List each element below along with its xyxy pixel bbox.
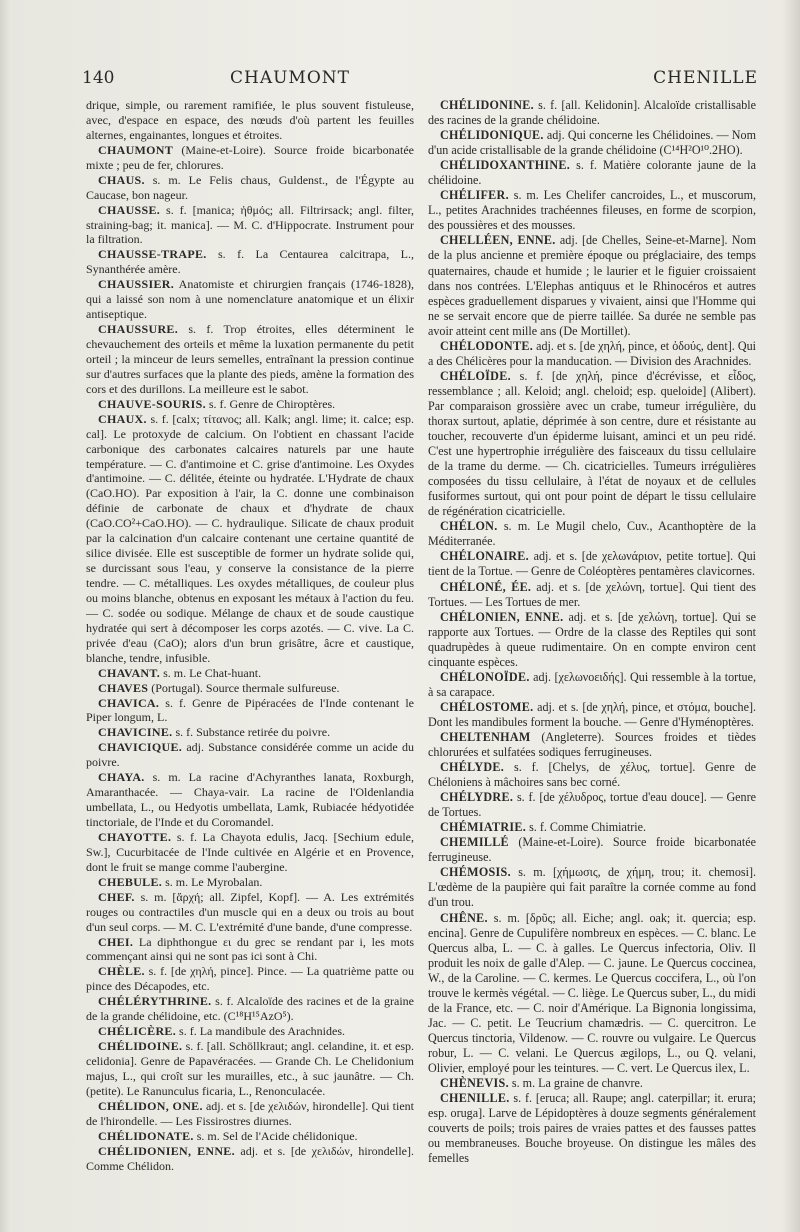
- dictionary-entry: [428, 760, 756, 790]
- dictionary-entry: [428, 519, 756, 549]
- entry-headword: CHAUX.: [98, 411, 147, 426]
- entry-headword: CHÊNE.: [440, 910, 488, 925]
- entry-definition: s. m. Le Chat-huant.: [160, 665, 262, 680]
- entry-headword: CHÉLIDOINE.: [98, 1039, 183, 1054]
- page-number: 140: [82, 68, 115, 88]
- entry-headword: CHÉLONÉ, ÉE.: [440, 579, 532, 594]
- entry-definition: (Portugal). Source thermale sulfureuse.: [148, 680, 340, 695]
- entry-definition: s. f. [de χέλυδρος, tortue d'eau douce]. — Genre de Tortues.: [428, 790, 756, 820]
- dictionary-entry: [428, 820, 756, 835]
- entry-definition: s. m. [δρῦς; all. Eiche; angl. oak; it. quercia; esp. encina]. Genre de Cupulifère nombreux en espèces. — C. blanc. Le Quercus alba, L. — C. à galles. Le Quercus infectoria, Oliv. Il produit les noix de galle d'Alep. — C. jaune. Le Quercus coccinea, W., de la Caroline. — C. kermes. Le Quercus coccifera, L., où l'on trouve le kermès végétal. — C. liège. Le Quercus suber, L., du midi de la France, etc. — C. noir d'Amérique. La Bignonia longissima, Jac. — C. petit. Le Teucrium chamædris. — C. quercitron. Le Quercus tinctoria, Vildenow. — C. rouvre ou vulgaire. Le Quercus robur, L. — C. velani. Le Quercus ægilops, L., ou Q. velani, Olivier, employé pour les teintures. — C. vert. Le Quercus ilex, L.: [428, 910, 756, 1075]
- right-running-head: CHENILLE: [653, 68, 758, 88]
- entry-definition: drique, simple, ou rarement ramifiée, le plus souvent fistuleuse, avec, d'espace en espace, des nœuds d'où partent les feuilles alternes, engainantes, longues et étroites.: [86, 98, 414, 142]
- dictionary-entry: [86, 935, 414, 965]
- entry-definition: s. f. [Chelys, de χέλυς, tortue]. Genre de Chéloniens à mâchoires sans bec corné.: [428, 760, 756, 790]
- entry-headword: CHAUSSE-TRAPE.: [98, 247, 207, 262]
- dictionary-entry: [86, 875, 414, 890]
- entry-headword: CHÈLE.: [98, 964, 145, 979]
- dictionary-entry: [86, 964, 414, 994]
- dictionary-entry: [428, 580, 756, 610]
- entry-definition: s. m. Le Felis chaus, Guldenst., de l'Égypte au Caucase, bon nageur.: [86, 172, 414, 202]
- dictionary-entry: [428, 158, 756, 188]
- entry-definition: adj. et s. [de χελώνη, tortue]. Qui se rapporte aux Tortues. — Ordre de la classe des Reptiles qui sont quadrupèdes à queue rudimentaire. On en compte environ cent cinquante espèces.: [428, 609, 756, 669]
- entry-headword: CHÉLICÈRE.: [98, 1024, 177, 1039]
- entry-definition: s. f. Alcaloïde des racines et de la graine de la grande chélidoine, etc. (C¹⁸H¹⁵AzO⁵).: [86, 994, 414, 1024]
- entry-definition: s. f. [de χηλή, pince d'écrévisse, et εἶδος, ressemblance ; all. Keloid; angl. cheloid; esp. queloide] (Alibert). Par comparaison grossière avec un crabe, tumeur irrégulière, du thorax surtout, aplatie, déprimée à son centre, dure et résistante au toucher, recouverte d'un épiderme luisant, aminci et un peu ridé. C'est une hypertrophie irrégulière des faisceaux du tissu cellulaire de la trame du derme. — Ch. cicatricielles. Tumeurs irrégulières composées du tissu cellulaire, à l'état de noyaux et de cellules fusiformes surtout, qui ont pour point de départ le tissu cellulaire de régénération cicatricielle.: [428, 368, 756, 519]
- dictionary-entry: [86, 1024, 414, 1039]
- entry-definition: s. m. [χήμωσις, de χήμη, trou; it. chemosi]. L'œdème de la paupière qui fait paraître la cornée comme au fond d'un trou.: [428, 865, 756, 910]
- entry-definition: s. m. La racine d'Achyranthes lanata, Roxburgh, Amaranthacée. — Chaya-vair. La racine de l'Oldenlandia umbellata, L., ou Hedyotis umbellata, Lamk, Rubiacée hédyotidée tinctoriale, de l'Inde et du Coromandel.: [86, 770, 414, 829]
- entry-definition: s. f. [eruca; all. Raupe; angl. caterpillar; it. erura; esp. oruga]. Larve de Lépidoptères à douze segments généralement couverts de poils; trois paires de vraies pattes et des fausses pattes ou membraneuses. Bouche broyeuse. On distingue les mâles des femelles: [428, 1091, 756, 1166]
- entry-headword: CHÉLONOÏDE.: [440, 669, 530, 684]
- entry-headword: CHÉLONAIRE.: [440, 549, 529, 564]
- entry-headword: CHÉLON.: [440, 519, 498, 534]
- entry-headword: CHÉMOSIS.: [440, 865, 511, 880]
- entry-definition: La diphthongue ει du grec se rendant par i, les mots commençant ainsi qui ne sont pas ici sont à Chi.: [86, 934, 414, 964]
- entry-headword: CHÉLODONTE.: [440, 338, 534, 353]
- dictionary-entry: [86, 681, 414, 696]
- entry-headword: CHÉLIDONIQUE.: [440, 128, 544, 143]
- dictionary-entry: [86, 247, 414, 277]
- entry-definition: adj. et s. [de χελιδών, hirondelle]. Comme Chélidon.: [86, 1143, 414, 1173]
- entry-headword: CHAUS.: [98, 172, 145, 187]
- entry-definition: s. f. La Centaurea calcitrapa, L., Synanthérée amère.: [86, 247, 414, 277]
- entry-headword: CHAYA.: [98, 770, 145, 785]
- entry-definition: adj. Substance considérée comme un acide du poivre.: [86, 740, 414, 770]
- dictionary-entry: [428, 369, 756, 519]
- entry-definition: adj. et s. [de χελώνη, tortue]. Qui tient des Tortues. — Les Tortues de mer.: [428, 579, 756, 609]
- dictionary-entry: [86, 1039, 414, 1099]
- entry-headword: CHAUSSIER.: [98, 277, 175, 292]
- entry-headword: CHEBULE.: [98, 874, 163, 889]
- dictionary-entry: [428, 188, 756, 233]
- dictionary-entry: [428, 339, 756, 369]
- entry-headword: CHÉLIDONIEN, ENNE.: [98, 1143, 235, 1158]
- entry-definition: adj. [χελωνοειδής]. Qui ressemble à la tortue, à sa carapace.: [428, 669, 756, 699]
- entry-headword: CHENILLE.: [440, 1091, 510, 1106]
- entry-definition: s. f. [manica; ἠθμός; all. Filtrirsack; angl. filter, straining-bag; it. manica]. — M. C. d'Hippocrate. Instrument pour la filtration.: [86, 202, 414, 247]
- dictionary-entry: [86, 173, 414, 203]
- dictionary-entry: [428, 549, 756, 579]
- right-column: [428, 98, 756, 1166]
- entry-headword: CHÉLONIEN, ENNE.: [440, 609, 564, 624]
- dictionary-entry: [86, 725, 414, 740]
- dictionary-entry: [86, 98, 414, 143]
- entry-headword: CHÉLIDONINE.: [440, 98, 534, 112]
- entry-definition: s. f. [all. Kelidonin]. Alcaloïde cristallisable des racines de la grande chélidoine.: [428, 98, 756, 128]
- entry-definition: s. m. [ἄρχή; all. Zipfel, Kopf]. — A. Les extrémités rouges ou contractiles d'un muscle qui en a deux ou trois au bout d'un seul corps. — M. C. L'extrémité d'une bande, d'une compresse.: [86, 889, 414, 934]
- entry-headword: CHAYOTTE.: [98, 829, 172, 844]
- dictionary-entry: [86, 203, 414, 248]
- entry-headword: CHEMILLÉ: [440, 835, 509, 850]
- entry-headword: CHELLÉEN, ENNE.: [440, 233, 556, 248]
- dictionary-entry: [428, 730, 756, 760]
- entry-headword: CHÉLIDON, ONE.: [98, 1098, 203, 1113]
- entry-headword: CHÈNEVIS.: [440, 1076, 509, 1091]
- page-edge-shadow: [782, 0, 800, 1232]
- dictionary-entry: [86, 994, 414, 1024]
- dictionary-entry: [428, 700, 756, 730]
- entry-definition: s. f. Matière colorante jaune de la chélidoine.: [428, 158, 756, 188]
- dictionary-entry: [86, 666, 414, 681]
- entry-headword: CHÉLIFER.: [440, 188, 509, 203]
- dictionary-entry: [428, 610, 756, 670]
- entry-headword: CHEF.: [98, 889, 135, 904]
- dictionary-entry: [86, 770, 414, 830]
- entry-definition: s. m. La graine de chanvre.: [508, 1076, 643, 1091]
- dictionary-entry: [428, 790, 756, 820]
- dictionary-entry: [86, 740, 414, 770]
- entry-definition: adj. et s. [de χελωνάριον, petite tortue]. Qui tient de la Tortue. — Genre de Coléoptères pentamères clavicornes.: [428, 549, 756, 579]
- entry-definition: s. f. [de χηλή, pince]. Pince. — La quatrième patte ou pince des Décapodes, etc.: [86, 964, 414, 994]
- dictionary-entry: [428, 911, 756, 1077]
- entry-headword: CHAUSSE.: [98, 202, 161, 217]
- entry-headword: CHÉLOÏDE.: [440, 368, 511, 383]
- entry-headword: CHAVICINE.: [98, 725, 173, 740]
- entry-definition: s. f. Genre de Chiroptères.: [205, 396, 336, 411]
- running-header: [82, 68, 758, 88]
- dictionary-entry: [86, 1144, 414, 1174]
- entry-definition: (Maine-et-Loire). Source froide bicarbonatée ferrugineuse.: [428, 835, 756, 865]
- entry-definition: adj. [de Chelles, Seine-et-Marne]. Nom de la plus ancienne et première époque ou préglaciaire, des temps quaternaires, chaude et humide ; le laurier et le figuier croissaient dans nos contrées. L'Elephas antiquus et le Rhinocéros et autres espèces graduellement disparues y vivaient, ainsi que l'Homme qui ne se servait encore que de pierre taillée. Sa durée ne semble pas avoir atteint cent mille ans (De Mortillet).: [428, 233, 756, 338]
- dictionary-entry: [428, 865, 756, 910]
- dictionary-entry: [86, 1099, 414, 1129]
- dictionary-entry: [86, 322, 414, 397]
- entry-definition: s. f. [calx; τίτανος; all. Kalk; angl. lime; it. calce; esp. cal]. Le protoxyde de calcium. On l'obtient en chassant l'acide carbonique des carbonates calcaires naturels par une haute température. — C. d'antimoine et C. grise d'antimoine. Les Oxydes d'antimoine. — C. délitée, éteinte ou hydratée. L'Hydrate de chaux (CaO.HO). Par exposition à l'air, la C. donne une combinaison définie de carbonate de chaux et d'hydrate de chaux (CaO.CO²+CaO.HO). — C. hydraulique. Silicate de chaux produit par la calcination d'un calcaire contenant une certaine quantité de silice divisée. Elle est susceptible de former un hydrate solide qui, se durcissant sous l'eau, y conserve la consistance de la pierre tendre. — C. métalliques. Les oxydes métalliques, de couleur plus ou moins blanche, obtenus en exposant les métaux à l'action du feu. — C. sodée ou sodique. Mélange de chaux et de soude caustique hydratée qui sert à décomposer les corps azotés. — C. vive. La C. privée d'eau (CaO); alors d'un brun grisâtre, âcre et caustique, blanche, tendre, infusible.: [86, 411, 414, 665]
- entry-definition: s. m. Le Myrobalan.: [162, 874, 263, 889]
- entry-headword: CHÉLYDE.: [440, 760, 505, 775]
- entry-definition: s. f. Trop étroites, elles déterminent le chevauchement des orteils et même la luxation permanente du petit orteil ; la minceur de leurs semelles, entraînant la pression continue sur d'autres surfaces que la plante des pieds, amène la formation des cors et des durillons. La meilleure est le sabot.: [86, 322, 414, 396]
- entry-headword: CHAVICIQUE.: [98, 740, 183, 755]
- entry-headword: CHAUSSURE.: [98, 322, 179, 337]
- page-gutter-shadow: [0, 0, 10, 1232]
- entry-headword: CHÉLIDOXANTHINE.: [440, 158, 571, 173]
- entry-headword: CHÉLOSTOME.: [440, 699, 534, 714]
- entry-headword: CHELTENHAM: [440, 729, 531, 744]
- dictionary-entry: [428, 1091, 756, 1166]
- dictionary-entry: [428, 233, 756, 338]
- dictionary-entry: [428, 835, 756, 865]
- entry-definition: adj. et s. [de χηλή, pince, et ὀδούς, dent]. Qui a des Chélicères pour la manducation. — Division des Arachnides.: [428, 338, 756, 368]
- entry-headword: CHAVICA.: [98, 695, 160, 710]
- dictionary-entry: [86, 830, 414, 875]
- dictionary-entry: [86, 412, 414, 666]
- entry-headword: CHAVANT.: [98, 665, 161, 680]
- dictionary-entry: [86, 890, 414, 935]
- entry-definition: Anatomiste et chirurgien français (1746-1828), qui a laissé son nom à une nomenclature anatomique et un élixir antiseptique.: [86, 277, 414, 322]
- entry-definition: s. m. Le Mugil chelo, Cuv., Acanthoptère de la Méditerranée.: [428, 519, 756, 549]
- dictionary-entry: [86, 696, 414, 726]
- entry-headword: CHAVES: [98, 680, 149, 695]
- entry-headword: CHAUVE-SOURIS.: [98, 396, 206, 411]
- entry-headword: CHÉLYDRE.: [440, 790, 514, 805]
- dictionary-entry: [428, 98, 756, 128]
- dictionary-entry: [428, 670, 756, 700]
- dictionary-entry: [86, 1129, 414, 1144]
- left-running-head: CHAUMONT: [230, 68, 350, 88]
- entry-definition: adj. et s. [de χηλή, pince, et στόμα, bouche]. Dont les mandibules forment la bouche. — Genre d'Hyménoptères.: [428, 699, 756, 729]
- entry-headword: CHÉMIATRIE.: [440, 820, 527, 835]
- entry-definition: s. f. La mandibule des Arachnides.: [176, 1024, 345, 1039]
- entry-definition: (Angleterre). Sources froides et tièdes chlorurées et sulfatées sodiques ferrugineuses.: [428, 729, 756, 760]
- entry-definition: adj. Qui concerne les Chélidoines. — Nom d'un acide cristallisable de la grande chélidoine (C¹⁴H²O¹⁰.2HO).: [428, 128, 756, 158]
- entry-definition: adj. et s. [de χελιδών, hirondelle]. Qui tient de l'hirondelle. — Les Fissirostres diurnes.: [86, 1098, 414, 1128]
- entry-definition: s. f. Genre de Pipéracées de l'Inde contenant le Piper longum, L.: [86, 695, 414, 725]
- dictionary-entry: [86, 143, 414, 173]
- entry-definition: s. f. Substance retirée du poivre.: [172, 725, 331, 740]
- left-column: [86, 98, 414, 1174]
- dictionary-entry: [86, 397, 414, 412]
- entry-headword: CHÉLIDONATE.: [98, 1128, 194, 1143]
- entry-definition: s. m. Les Chelifer cancroides, L., et muscorum, L., petites Arachnides trachéennes fileuses, en forme de scorpion, des poussières et des mousses.: [428, 188, 756, 233]
- entry-definition: s. f. [all. Schöllkraut; angl. celandine, it. et esp. celidonia]. Genre de Papavéracées. — Grande Ch. Le Chelidonium majus, L., qui croît sur les murailles, etc., à suc jaunâtre. — Ch. (petite). Le Ranunculus ficaria, L., Renonculacée.: [86, 1039, 414, 1098]
- dictionary-entry: [428, 128, 756, 158]
- entry-headword: CHÉLÉRYTHRINE.: [98, 994, 212, 1009]
- entry-definition: s. f. La Chayota edulis, Jacq. [Sechium edule, Sw.], Cucurbitacée de l'Inde cultivée en Algérie et en Provence, dont le fruit se mange comme l'aubergine.: [86, 829, 414, 874]
- entry-headword: CHAUMONT: [98, 142, 174, 157]
- entry-headword: CHEI.: [98, 934, 134, 949]
- dictionary-entry: [428, 1076, 756, 1091]
- entry-definition: s. f. Comme Chimiatrie.: [526, 820, 646, 835]
- entry-definition: s. m. Sel de l'Acide chélidonique.: [193, 1128, 358, 1143]
- entry-definition: (Maine-et-Loire). Source froide bicarbonatée mixte ; peu de fer, chlorures.: [86, 142, 414, 172]
- dictionary-entry: [86, 277, 414, 322]
